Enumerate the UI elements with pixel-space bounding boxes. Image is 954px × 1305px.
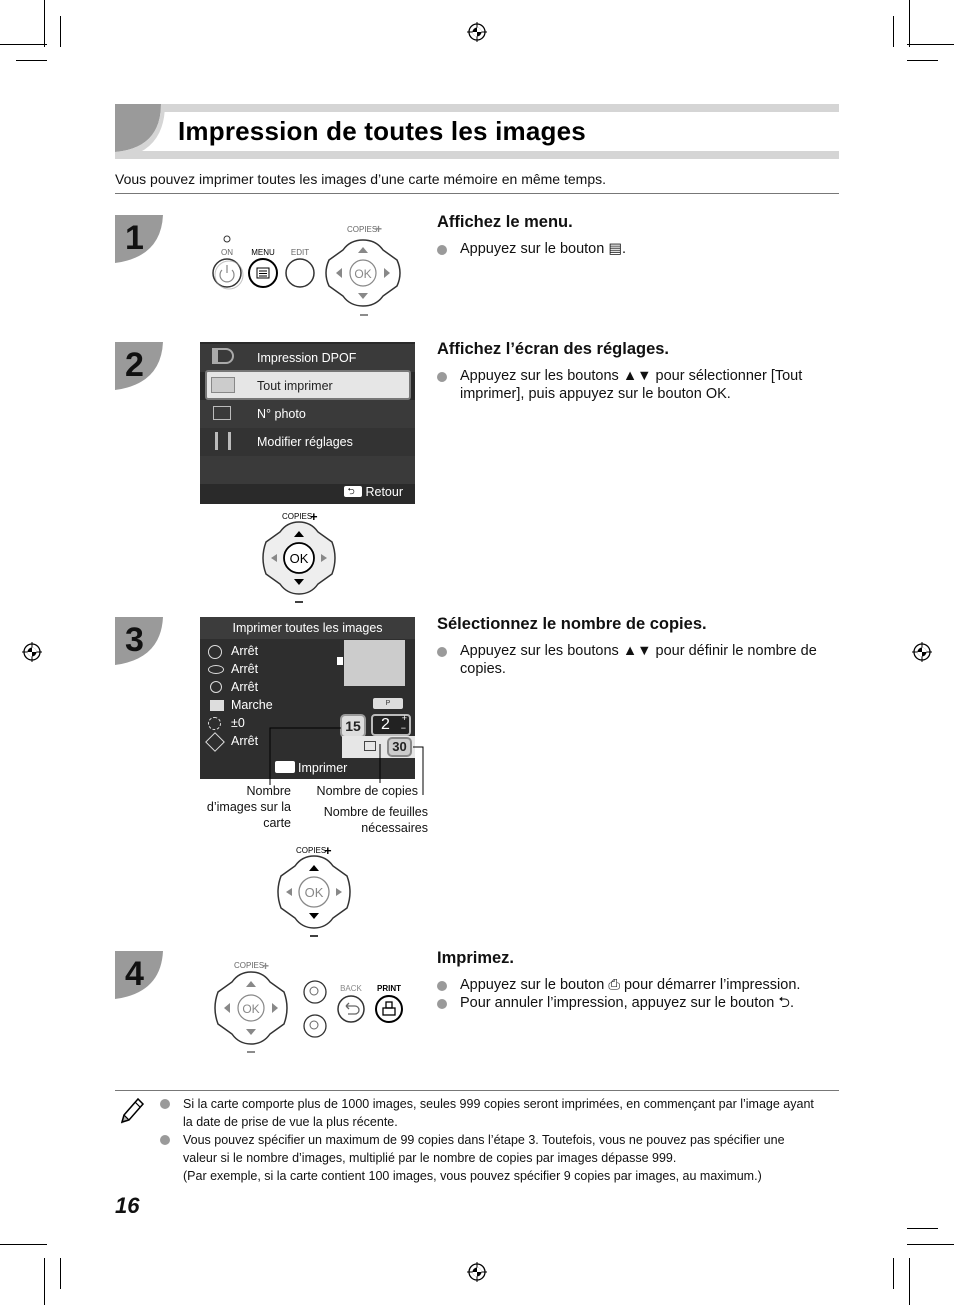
image-preview bbox=[344, 640, 405, 686]
ok-label: OK bbox=[354, 267, 372, 281]
callout-copies: Nombre de copies bbox=[316, 784, 418, 798]
screen-title: Imprimer toutes les images bbox=[200, 617, 415, 639]
step3-heading: Sélectionnez le nombre de copies. bbox=[437, 615, 707, 633]
step2-dpad-illustration bbox=[250, 510, 350, 606]
step1-heading: Affichez le menu. bbox=[437, 213, 573, 231]
svg-text:+: + bbox=[375, 222, 383, 236]
noise-icon bbox=[205, 732, 225, 752]
callout-images: Nombre d’images sur la carte bbox=[206, 784, 291, 830]
step3-bullet: Appuyez sur les boutons ▲▼ pour définir le nombre de copies. bbox=[437, 642, 837, 678]
menu-item-print-all[interactable]: Tout imprimer bbox=[205, 370, 411, 400]
title-band-bottom bbox=[115, 151, 839, 159]
registration-mark-icon bbox=[912, 642, 932, 662]
step-number: 2 bbox=[115, 342, 165, 390]
callout-sheets: Nombre de feuilles nécessaires bbox=[323, 805, 428, 835]
svg-text:COPIES: COPIES bbox=[296, 846, 327, 855]
step2-bullet: Appuyez sur les boutons ▲▼ pour sélectionner [Tout imprimer], puis appuyez sur le bouton OK. bbox=[437, 367, 837, 403]
menu-item-photo-number[interactable]: N° photo bbox=[200, 400, 415, 428]
svg-text:OK: OK bbox=[242, 1002, 260, 1016]
copies-label: COPIES bbox=[347, 225, 378, 234]
image-count: 15 bbox=[340, 714, 366, 738]
menu-screen bbox=[200, 342, 415, 504]
sheets-count: 30 bbox=[387, 737, 412, 757]
svg-text:BACK: BACK bbox=[340, 984, 362, 993]
svg-text:OK: OK bbox=[289, 551, 309, 566]
step1-buttons-illustration bbox=[205, 220, 415, 320]
svg-text:OK: OK bbox=[304, 885, 324, 900]
print-hint[interactable]: Imprimer bbox=[275, 761, 347, 775]
notes-divider bbox=[115, 1090, 839, 1091]
step4-bullet: Pour annuler l’impression, appuyez sur le bouton ⮌. bbox=[437, 994, 837, 1012]
menu-item-dpof[interactable]: Impression DPOF bbox=[200, 344, 415, 372]
photo-icon bbox=[213, 406, 231, 420]
step4-bullet: Appuyez sur le bouton ⎙ pour démarrer l’impression. bbox=[437, 976, 837, 994]
step1-bullet: Appuyez sur le bouton ▤. bbox=[437, 240, 837, 258]
date-icon bbox=[208, 645, 222, 659]
copies-stepper[interactable]: 2 + − bbox=[371, 714, 411, 736]
menu-item-settings[interactable]: Modifier réglages bbox=[200, 428, 415, 456]
svg-text:+: + bbox=[324, 844, 332, 858]
edit-label: EDIT bbox=[290, 248, 310, 257]
step-number: 3 bbox=[115, 617, 165, 665]
registration-mark-icon bbox=[22, 642, 42, 662]
menu-label: MENU bbox=[251, 248, 275, 257]
svg-text:COPIES: COPIES bbox=[282, 512, 313, 521]
divider bbox=[115, 193, 839, 194]
arrow-indicator bbox=[337, 657, 343, 665]
paper-badge: P bbox=[373, 698, 403, 709]
note-item: Vous pouvez spécifier un maximum de 99 copies dans l’étape 3. Toutefois, vous ne pouvez pas spécifier une valeur si le nombre d’images, multiplié par le nombre de copies par images dépasse 999. bbox=[160, 1131, 820, 1167]
registration-mark-icon bbox=[467, 1262, 487, 1282]
title-band-top bbox=[115, 104, 839, 112]
step2-heading: Affichez l’écran des réglages. bbox=[437, 340, 670, 358]
red-eye-icon bbox=[208, 665, 224, 674]
brightness-icon bbox=[208, 717, 221, 730]
svg-text:COPIES: COPIES bbox=[234, 961, 265, 970]
step-number: 1 bbox=[115, 215, 165, 263]
print-all-screen: Imprimer toutes les images Arrêt Arrêt Arrêt Marche ±0 Arrêt P 15 2 + − 30 Imprimer bbox=[200, 617, 415, 779]
memo-pencil-icon bbox=[118, 1096, 146, 1126]
page-number: 16 bbox=[115, 1193, 140, 1218]
step-number: 4 bbox=[115, 951, 165, 999]
intro-text: Vous pouvez imprimer toutes les images d’une carte mémoire en même temps. bbox=[115, 171, 606, 187]
step3-dpad-illustration bbox=[265, 844, 365, 940]
dpof-icon bbox=[212, 348, 234, 364]
note-item: Si la carte comporte plus de 1000 images, seules 999 copies seront imprimées, en commençant par l’image ayant la date de prise de vue la plus récente. bbox=[160, 1095, 820, 1131]
step4-buttons-illustration bbox=[205, 958, 415, 1056]
registration-mark-icon bbox=[467, 22, 487, 42]
back-hint[interactable]: ⮌ Retour bbox=[344, 485, 403, 499]
back-button-icon: ⮌ bbox=[344, 486, 362, 497]
image-optimize-icon bbox=[210, 700, 224, 711]
images-icon bbox=[211, 377, 235, 393]
svg-text:+: + bbox=[310, 510, 318, 524]
svg-text:+: + bbox=[262, 959, 270, 973]
note-item: (Par exemple, si la carte contient 100 images, vous pouvez spécifier 9 copies par images, au maximum.) bbox=[183, 1169, 762, 1183]
page-title: Impression de toutes les images bbox=[178, 116, 586, 146]
tools-icon bbox=[215, 432, 231, 450]
step4-heading: Imprimez. bbox=[437, 949, 515, 967]
on-label: ON bbox=[221, 248, 233, 257]
svg-text:PRINT: PRINT bbox=[377, 984, 401, 993]
face-icon bbox=[210, 681, 222, 693]
title-tab bbox=[115, 104, 165, 159]
